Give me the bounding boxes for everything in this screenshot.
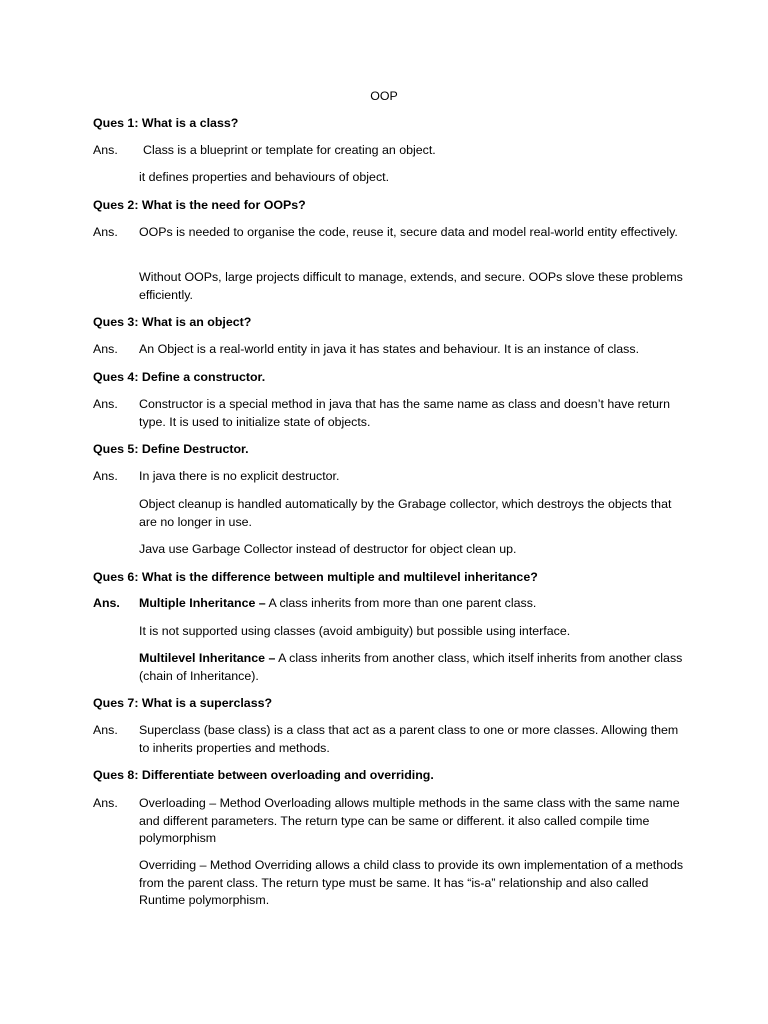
- answer-5-paragraph-1: In java there is no explicit destructor.: [139, 469, 340, 483]
- answer-label-7: Ans.: [93, 723, 118, 737]
- question-6: Ques 6: What is the difference between multiple and multilevel inheritance?: [93, 570, 538, 584]
- answer-label-6: Ans.: [93, 596, 120, 610]
- answer-5-paragraph-2: Object cleanup is handled automatically by the Grabage collector, which destroys the objects that are no longer in use.: [139, 497, 672, 529]
- multiple-inheritance-term: Multiple Inheritance –: [139, 596, 266, 610]
- question-4: Ques 4: Define a constructor.: [93, 370, 266, 384]
- answer-label-8: Ans.: [93, 796, 118, 810]
- answer-label-3: Ans.: [93, 342, 118, 356]
- answer-2-paragraph-2: Without OOPs, large projects difficult to manage, extends, and secure. OOPs slove these problems efficiently.: [139, 270, 683, 302]
- answer-5-paragraph-3: Java use Garbage Collector instead of destructor for object clean up.: [139, 542, 517, 556]
- question-7: Ques 7: What is a superclass?: [93, 696, 273, 710]
- answer-2-paragraph-1: OOPs is needed to organise the code, reuse it, secure data and model real-world entity effectively.: [139, 225, 678, 239]
- answer-1-paragraph-2: it defines properties and behaviours of object.: [139, 170, 390, 184]
- answer-8-paragraph-2: Overriding – Method Overriding allows a child class to provide its own implementation of a methods from the parent class. The return type must be same. It has “is-a” relationship and also called Runtime polymorphism.: [139, 858, 684, 907]
- answer-1-paragraph-1: Class is a blueprint or template for creating an object.: [143, 143, 436, 157]
- answer-7-paragraph-1: Superclass (base class) is a class that act as a parent class to one or more classes. Allowing them to inherits properties and methods.: [139, 723, 679, 755]
- question-8: Ques 8: Differentiate between overloading and overriding.: [93, 768, 434, 782]
- answer-6-multiple-inheritance: [139, 595, 684, 613]
- answer-label-5: Ans.: [93, 469, 118, 483]
- answer-6-multiple-inheritance-note: It is not supported using classes (avoid ambiguity) but possible using interface.: [139, 624, 571, 638]
- answer-8-paragraph-1: Overloading – Method Overloading allows multiple methods in the same class with the same name and different parameters. The return type can be same or different. it also called compile time polymorphism: [139, 796, 680, 845]
- answer-6-multilevel-inheritance: [139, 650, 684, 685]
- answer-label-4: Ans.: [93, 397, 118, 411]
- question-5: Ques 5: Define Destructor.: [93, 442, 249, 456]
- answer-4-paragraph-1: Constructor is a special method in java that has the same name as class and doesn’t have return type. It is used to initialize state of objects.: [139, 397, 671, 429]
- question-3: Ques 3: What is an object?: [93, 315, 252, 329]
- multiple-inheritance-description: A class inherits from more than one parent class.: [265, 596, 537, 610]
- multilevel-inheritance-term: Multilevel Inheritance –: [139, 651, 276, 665]
- answer-3-paragraph-1: An Object is a real-world entity in java it has states and behaviour. It is an instance of class.: [139, 342, 640, 356]
- question-1: Ques 1: What is a class?: [93, 116, 239, 130]
- document-title: OOP: [370, 89, 398, 103]
- answer-label-1: Ans.: [93, 143, 118, 157]
- answer-label-2: Ans.: [93, 225, 118, 239]
- multilevel-inheritance-description: A class inherits from another class, which itself inherits from another class (chain of Inheritance).: [139, 651, 683, 683]
- question-2: Ques 2: What is the need for OOPs?: [93, 198, 306, 212]
